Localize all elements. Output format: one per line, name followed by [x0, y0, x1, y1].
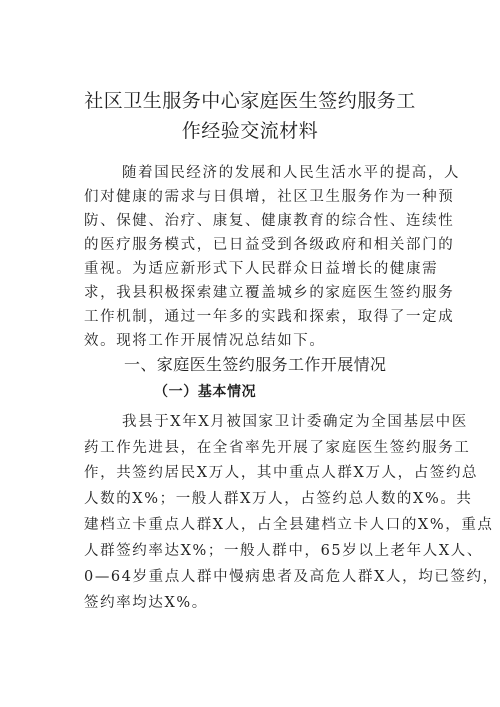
intro-paragraph-line-3: 防、保健、治疗、康复、健康教育的综合性、连续性 [84, 213, 455, 229]
intro-paragraph-line-7: 工作机制，通过一年多的实践和探索，取得了一定成 [84, 309, 455, 325]
basic-paragraph-line-5: 建档立卡重点人群X人，占全县建档立卡人口的X%，重点 [84, 517, 494, 533]
intro-paragraph-line-4: 的医疗服务模式，已日益受到各级政府和相关部门的 [84, 237, 455, 253]
intro-paragraph-line-6: 求，我县积极探索建立覆盖城乡的家庭医生签约服务 [84, 285, 455, 301]
document-title-line-1: 社区卫生服务中心家庭医生签约服务工 [84, 90, 416, 112]
intro-paragraph-line-8: 效。现将工作开展情况总结如下。 [84, 333, 326, 349]
basic-paragraph-line-7: 0—64岁重点人群中慢病患者及高危人群X人，均已签约， [84, 569, 499, 585]
section-heading: 一、家庭医生签约服务工作开展情况 [124, 355, 387, 374]
subsection-heading: （一）基本情况 [154, 384, 257, 400]
intro-paragraph-line-2: 们对健康的需求与日俱增，社区卫生服务作为一种预 [84, 189, 455, 205]
intro-paragraph-line-5: 重视。为适应新形式下人民群众日益增长的健康需 [84, 261, 439, 277]
basic-paragraph-line-2: 药工作先进县，在全省率先开展了家庭医生签约服务工 [84, 440, 471, 456]
basic-paragraph-line-8: 签约率均达X%。 [84, 595, 208, 611]
document-title-line-2: 作经验交流材料 [181, 120, 319, 142]
basic-paragraph-line-4: 人数的X%；一般人群X万人，占签约总人数的X%。共 [84, 491, 473, 507]
basic-paragraph-line-6: 人群签约率达X%；一般人群中，65岁以上老年人X人、 [84, 543, 483, 559]
basic-paragraph-line-1: 我县于X年X月被国家卫计委确定为全国基层中医 [122, 414, 468, 430]
basic-paragraph-line-3: 作，共签约居民X万人，其中重点人群X万人，占签约总 [84, 465, 479, 481]
intro-paragraph-line-1: 随着国民经济的发展和人民生活水平的提高，人 [122, 165, 461, 181]
